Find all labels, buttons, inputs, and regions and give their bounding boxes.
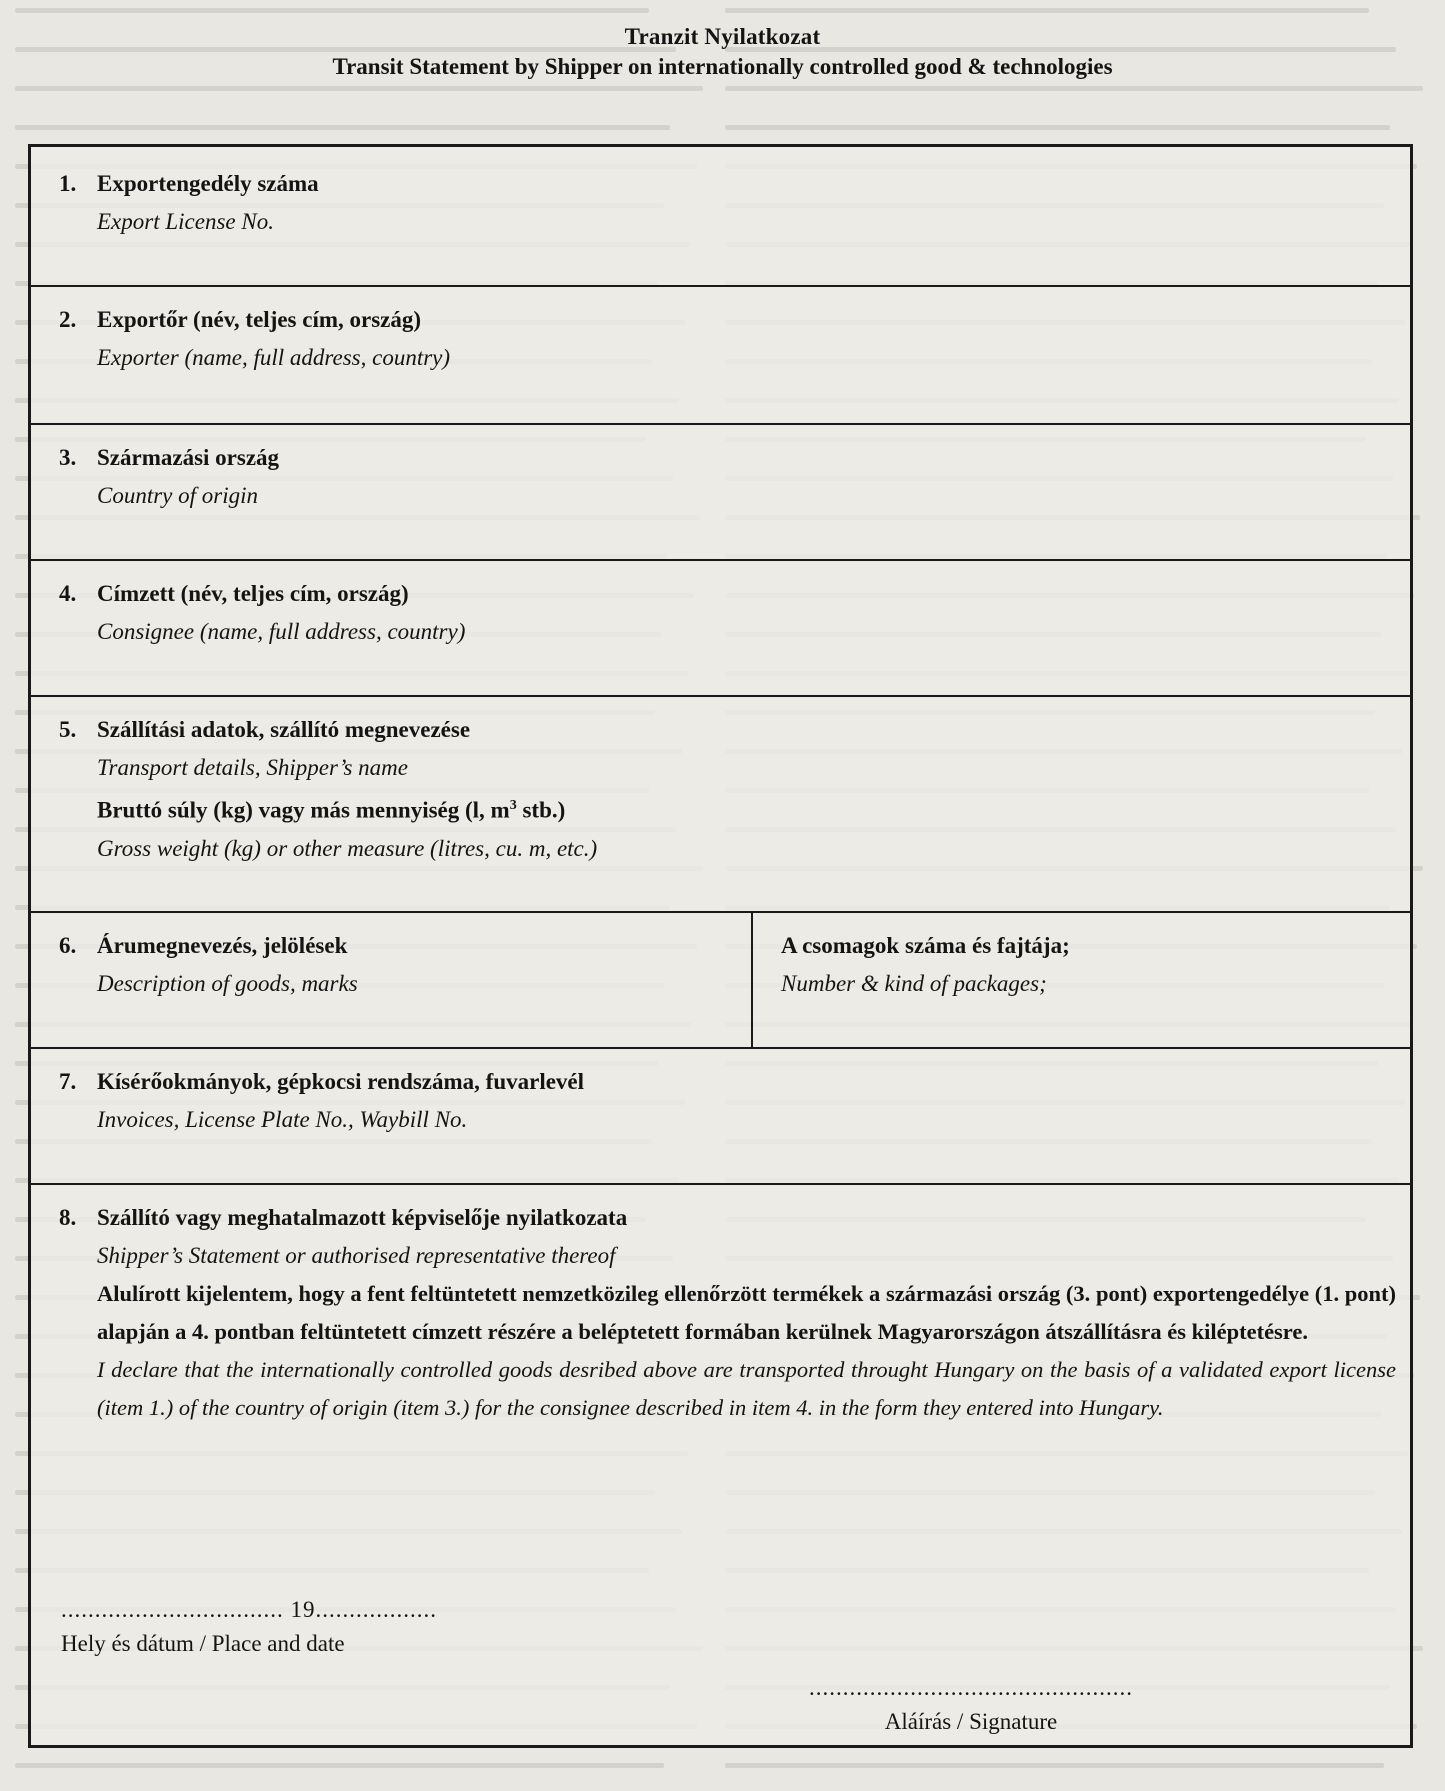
- field-label-hu: Árumegnevezés, jelölések: [97, 933, 348, 958]
- field-label-hu: Címzett (név, teljes cím, ország): [97, 581, 409, 606]
- title-english: Transit Statement by Shipper on internationally controlled good & technologies: [332, 54, 1113, 79]
- bleed-through-line: [725, 125, 1390, 130]
- field-accompanying-documents[interactable]: [31, 1049, 1410, 1185]
- packages-cell[interactable]: [781, 927, 1070, 1003]
- bleed-through-line: [15, 86, 703, 91]
- field-number: 6.: [59, 933, 77, 958]
- field-label-hu: Szállítási adatok, szállító megnevezése: [97, 717, 471, 742]
- bleed-through-line: [15, 8, 649, 13]
- bleed-through-line: [725, 8, 1369, 13]
- field-label-hu: Exportengedély száma: [97, 171, 319, 196]
- title-hungarian: Tranzit Nyilatkozat: [624, 24, 821, 49]
- field-number: 8.: [59, 1205, 77, 1230]
- field-label-en: Country of origin: [97, 483, 259, 508]
- gross-weight-label-hu: Bruttó súly (kg) vagy más mennyiség (l, $m^3$ stb.): [97, 797, 566, 823]
- field-number: 1.: [59, 171, 77, 196]
- field-label-hu: Szállító vagy meghatalmazott képviselője nyilatkozata: [97, 1205, 628, 1230]
- field-label-hu: Származási ország: [97, 445, 280, 470]
- field-consignee[interactable]: [31, 561, 1410, 697]
- field-export-license[interactable]: [31, 147, 1410, 287]
- field-number: 5.: [59, 717, 77, 742]
- field-goods-description: [31, 913, 1410, 1049]
- statement-hungarian: Alulírott kijelentem, hogy a fent feltüntetett nemzetközileg ellenőrzött termékek a származási ország (3. pont) exportengedélye (1. pont) alapján a 4. pontban feltüntetett címzett részére a beléptetett formában kerülnek Magyarországon átszállításra és kiléptetésre.: [97, 1281, 1396, 1344]
- field-exporter[interactable]: [31, 287, 1410, 425]
- bleed-through-line: [725, 86, 1423, 91]
- field-label-en: Shipper’s Statement or authorised representative thereof: [97, 1243, 616, 1268]
- field-country-of-origin[interactable]: [31, 425, 1410, 561]
- field-number: 2.: [59, 307, 77, 332]
- column-divider: [751, 913, 753, 1047]
- goods-description-cell[interactable]: [31, 927, 358, 1003]
- gross-weight-label-en: Gross weight (kg) or other measure (litres, cu. m, etc.): [97, 835, 598, 861]
- field-number: 3.: [59, 445, 77, 470]
- place-date-line[interactable]: ................................. 19..................: [61, 1597, 437, 1622]
- field-label-en: Consignee (name, full address, country): [97, 619, 466, 644]
- field-number: 4.: [59, 581, 77, 606]
- signature-label: Aláírás / Signature: [884, 1709, 1058, 1734]
- packages-label-en: Number & kind of packages;: [781, 971, 1047, 996]
- field-label-en: Description of goods, marks: [97, 971, 358, 996]
- bleed-through-line: [15, 125, 670, 130]
- field-label-en: Exporter (name, full address, country): [97, 345, 451, 370]
- signature-block[interactable]: [756, 1675, 1186, 1741]
- document-header: [0, 24, 1445, 80]
- packages-label-hu: A csomagok száma és fajtája;: [781, 933, 1070, 958]
- transit-statement-form: [28, 144, 1413, 1748]
- statement-english: I declare that the internationally controlled goods desribed above are transported throught Hungary on the basis of a validated export license (item 1.) of the country of origin (item 3.) for the consignee described in item 4. in the form they entered into Hungary.: [97, 1357, 1396, 1420]
- field-label-en: Invoices, License Plate No., Waybill No.: [97, 1107, 468, 1132]
- field-label-en: Transport details, Shipper’s name: [97, 755, 408, 780]
- signature-line[interactable]: ................................................: [809, 1675, 1133, 1700]
- field-label-hu: Kísérőokmányok, gépkocsi rendszáma, fuvarlevél: [97, 1069, 585, 1094]
- field-transport-details[interactable]: [31, 697, 1410, 913]
- place-date-block[interactable]: [61, 1597, 437, 1663]
- bleed-through-line: [725, 1763, 1384, 1768]
- place-date-label: Hely és dátum / Place and date: [61, 1631, 345, 1656]
- field-label-hu: Exportőr (név, teljes cím, ország): [97, 307, 422, 332]
- field-label-en: Export License No.: [97, 209, 274, 234]
- field-shipper-statement: [31, 1185, 1410, 1745]
- field-number: 7.: [59, 1069, 77, 1094]
- bleed-through-line: [15, 1763, 664, 1768]
